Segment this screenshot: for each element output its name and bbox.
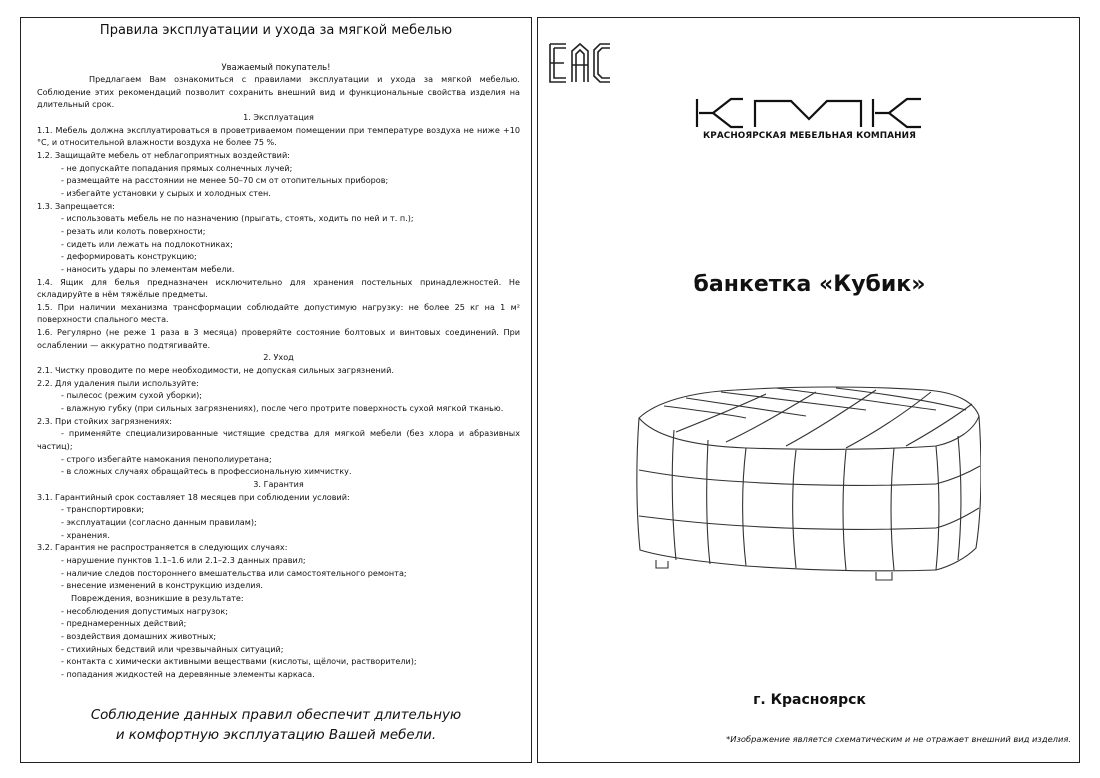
care-rules-panel [20, 17, 532, 763]
list-item: - наносить удары по элементам мебели. [61, 263, 235, 274]
section-heading-usage: 1. Эксплуатация [243, 111, 314, 122]
list-item: - деформировать конструкцию; [61, 251, 197, 262]
list-item: - хранения. [61, 529, 110, 540]
section-heading-warranty: 3. Гарантия [253, 479, 304, 489]
rule-1-1: 1.1. Мебель должна эксплуатироваться в проветриваемом помещении при температуре воздуха не ниже +10 °С, и относительной влажности воздуха не более 75 %. [37, 124, 520, 148]
list-item: - транспортировки; [61, 504, 145, 515]
section-heading-care: 2. Уход [263, 352, 294, 363]
list-item: - внесение изменений в конструкцию изделия. [61, 580, 263, 591]
list-item: - сидеть или лежать на подлокотниках; [61, 238, 233, 249]
product-title: банкетка «Кубик» [693, 272, 926, 297]
image-disclaimer: *Изображение является схематическим и не отражает внешний вид изделия. [726, 734, 1071, 744]
rules-title: Правила эксплуатации и ухода за мягкой мебелью [99, 23, 453, 38]
list-item: - резать или колоть поверхности; [61, 225, 206, 236]
damage-subheading: Повреждения, возникшие в результате: [71, 592, 244, 603]
list-item: - преднамеренных действий; [61, 618, 187, 629]
list-item: - попадания жидкостей на деревянные элементы каркаса. [61, 668, 315, 679]
list-item: - воздействия домашних животных; [61, 630, 217, 641]
rule-1-4: 1.4. Ящик для белья предназначен исключительно для хранения постельных принадлежностей. Не складируйте в нём тяжёлые предметы. [37, 276, 520, 300]
rules-body [37, 73, 520, 681]
list-item: - наличие следов постороннего вмешательства или самостоятельного ремонта; [61, 567, 407, 578]
list-item: - эксплуатации (согласно данным правилам); [61, 516, 257, 527]
list-item: - использовать мебель не по назначению (прыгать, стоять, ходить по ней и т. п.); [61, 213, 414, 224]
list-item: - нарушение пунктов 1.1–1.6 или 2.1–2.3 данных правил; [61, 554, 306, 565]
rule-1-3: 1.3. Запрещается: [37, 200, 115, 211]
list-item: - контакта с химически активными веществами (кислоты, щёлочи, растворители); [61, 656, 417, 667]
list-item: - строго избегайте намокания пенополиуретана; [61, 453, 272, 464]
greeting: Уважаемый покупатель! [221, 62, 331, 72]
list-item: - избегайте установки у сырых и холодных стен. [61, 187, 271, 198]
rule-3-2: 3.2. Гарантия не распространяется в следующих случаях: [37, 542, 288, 553]
list-item: - влажную губку (при сильных загрязнениях), после чего протрите поверхность сухой мягкой тканью. [61, 403, 504, 414]
intro-paragraph: Предлагаем Вам ознакомиться с правилами эксплуатации и ухода за мягкой мебелью. Соблюдение этих рекомендаций позволит сохранить внешний вид и функциональные свойства изделия на длительный срок. [37, 74, 520, 110]
list-item: - в сложных случаях обращайтесь в профессиональную химчистку. [61, 466, 352, 477]
list-item: - стихийных бедствий или чрезвычайных ситуаций; [61, 643, 284, 654]
rule-2-1: 2.1. Чистку проводите по мере необходимости, не допуская сильных загрязнений. [37, 365, 394, 376]
cover-panel [537, 17, 1080, 763]
kmk-logo-icon [695, 97, 923, 129]
rule-1-2: 1.2. Защищайте мебель от неблагоприятных воздействий: [37, 149, 290, 160]
list-item: - несоблюдения допустимых нагрузок; [61, 605, 228, 616]
city: г. Красноярск [753, 692, 866, 708]
company-name: КРАСНОЯРСКАЯ МЕБЕЛЬНАЯ КОМПАНИЯ [703, 131, 916, 141]
eac-mark-icon [546, 39, 616, 87]
list-item: - не допускайте попадания прямых солнечных лучей; [61, 162, 293, 173]
rule-2-2: 2.2. Для удаления пыли используйте: [37, 377, 199, 388]
closing-note [21, 706, 531, 746]
list-item: - применяйте специализированные чистящие средства для мягкой мебели (без хлора и абразивных частиц); [37, 428, 520, 452]
rule-3-1: 3.1. Гарантийный срок составляет 18 месяцев при соблюдении условий: [37, 491, 350, 502]
rule-2-3: 2.3. При стойких загрязнениях: [37, 415, 172, 426]
rule-1-6: 1.6. Регулярно (не реже 1 раза в 3 месяца) проверяйте состояние болтовых и винтовых соединений. При ослаблении — аккуратно подтягивайте. [37, 327, 520, 350]
rule-1-5: 1.5. При наличии механизма трансформации соблюдайте допустимую нагрузку: не более 25 кг на 1 м² поверхности спального места. [37, 301, 520, 325]
closing-note-line-1: Соблюдение данных правил обеспечит длительную [90, 708, 462, 723]
closing-note-line-2: и комфортную эксплуатацию Вашей мебели. [115, 728, 437, 743]
list-item: - размещайте на расстоянии не менее 50–70 см от отопительных приборов; [61, 175, 389, 186]
list-item: - пылесос (режим сухой уборки); [61, 390, 202, 401]
ottoman-drawing-icon [636, 380, 981, 630]
